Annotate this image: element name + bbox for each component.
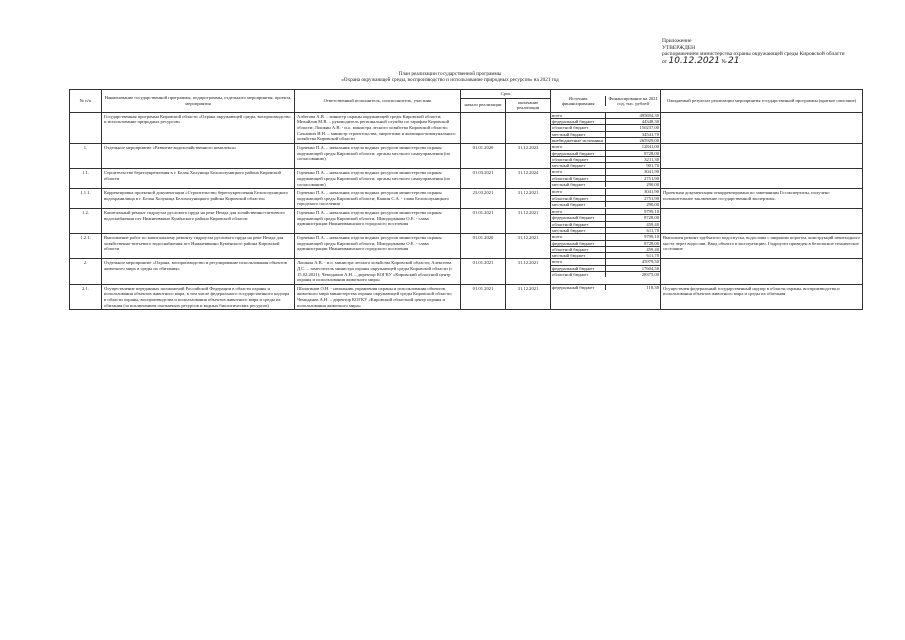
row-num: 2.1. [70,284,102,309]
financing-item [551,163,660,169]
financing-source: федеральный бюджет [551,150,606,156]
financing-source: местный бюджет [551,227,606,233]
row-financing [551,209,661,234]
financing-item [551,271,660,277]
financing-list [551,259,660,277]
financing-list [551,285,660,290]
financing-source: областной бюджет [551,175,606,181]
financing-amount: 44348,30 [606,119,660,125]
row-financing [551,169,661,189]
financing-source: федеральный бюджет [551,240,606,246]
row-name: Корректировка проектной документации «Строительство берегоукрепления Белохолуницкого водохранилища в г. Белая Холуница Белохолуницкого района Кировской области» [102,189,295,209]
financing-amount: 290,00 [646,201,660,207]
financing-amount: 150237,00 [606,125,660,131]
plan-table [69,89,863,310]
financing-amount: 611,70 [646,227,660,233]
financing-source: областной бюджет [551,246,606,252]
table-row [70,234,863,259]
row-end [506,112,551,143]
financing-amount: 45979,50 [606,259,660,265]
row-num: 2. [70,259,102,284]
row-start: 01.01.2021 [461,284,506,309]
row-result [661,112,863,143]
row-start [461,112,506,143]
row-result: Выполнен ремонт трубчатого водоспуска, водослива с широким порогом, конструкций пешеходного моста через водослив. Ввод объекта в эксплуатацию. Гидроузел приведен в безопасное техническое состояние [661,234,863,259]
approval-num-prefix: № [721,58,727,65]
financing-amount: 2751,90 [606,195,660,201]
row-num: 1.1. [70,169,102,189]
financing-source: местный бюджет [551,253,606,259]
row-financing [551,189,661,209]
financing-source: областной бюджет [551,271,606,277]
financing-amount: 611,70 [646,253,660,259]
row-result [661,209,863,234]
table-row [70,144,863,169]
header-fin-amount: Финансирование на 2021 год, тыс. рублей [608,95,658,106]
row-name: Государственная программа Кировской области «Охрана окружающей среды, воспроизводство и использование природных ресурсов» [102,112,295,143]
financing-source: всего [551,259,606,265]
header-name: Наименование государственной программы, подпрограммы, отдельного мероприятия, проекта, мероприятия [102,90,295,113]
row-financing [551,284,661,309]
row-result [661,144,863,169]
financing-source: федеральный бюджет [551,285,606,290]
row-financing [551,259,661,284]
financing-list [551,113,660,143]
row-start: 01.03.2021 [461,169,506,189]
approval-number: 21 [728,55,740,66]
row-num: 1.1.1. [70,189,102,209]
row-name: Выполнение работ по капитальному ремонту гидроузла руслового пруда на реке Немда для хозяйственно-питьевого водоснабжения пгт Нижнеивкино Кумёнского района Кировской области [102,234,295,259]
financing-list [551,144,660,168]
financing-amount: 9799,10 [606,209,660,215]
header-num: № п/п [70,90,102,113]
financing-source: всего [551,169,606,175]
financing-amount: 118,30 [646,284,660,290]
row-responsible: Горченко П.А. – начальник отдела водных ресурсов министерства охраны окружающей среды Кировской области; Шмидорыкова О.Е. - глава администрации Нижнеивкинского городского поселения [295,209,461,234]
row-result: Осуществлен федеральный государственный надзор в области охраны, воспроизводства и использования объектов животного мира и среды их обитания [661,284,863,309]
financing-list [551,169,660,187]
financing-amount: 3211,30 [606,156,660,162]
row-start: 01.01.2020 [461,144,506,169]
header-term: Срок [461,90,551,99]
row-responsible: Албегова А.В. – министр охраны окружающей среды Кировской области; Михайлов М.В. – руководитель региональной службы по тарифам Кировской области; Лошкин А.В. - и.о. министра лесного хозяйства Кировской области; Сахнович И.Н. – министр строительства, энергетики и жилищно-коммунального хозяйства Кировской области [295,112,461,143]
financing-source: областной бюджет [551,156,606,162]
row-result [661,259,863,284]
financing-amount: 495694,30 [606,113,660,119]
financing-source: областной бюджет [551,221,606,227]
approval-date-line [662,55,845,66]
header-end: окончание реализации [506,98,551,112]
financing-item [551,201,660,207]
row-num: 1. [70,144,102,169]
approval-line-2: УТВЕРЖДЕН [662,44,696,51]
row-start: 01.01.2021 [461,259,506,284]
financing-item [551,137,660,143]
row-end: 31.12.2021 [506,234,551,259]
row-name: Отдельное мероприятие «Охрана, воспроизводство и регулирование использования объектов животного мира и среды их обитания» [102,259,295,284]
document-title: План реализации государственной программы [398,71,502,77]
row-name: Строительство берегоукрепления в г. Белая Холуница Белохолуницкого района Кировской области [102,169,295,189]
financing-amount: 28375,00 [641,271,660,277]
row-responsible: Горченко П.А. – начальник отдела водных ресурсов министерства охраны окружающей среды Кировской области; органы местного самоуправления (по согласованию) [295,169,461,189]
header-fin-split [551,96,660,107]
financing-amount: 459,40 [606,221,660,227]
financing-amount: 290,00 [646,182,660,188]
approval-date: 10.12.2021 [668,55,720,66]
row-num: 1.2.1. [70,234,102,259]
row-end: 31.12.2021 [506,259,551,284]
row-end: 31.12.2021 [506,209,551,234]
row-end: 31.12.2024 [506,169,551,189]
financing-source: всего [551,144,606,150]
header-financing [551,90,661,113]
row-responsible: Горченко П.А. – начальник отдела водных ресурсов министерства охраны окружающей среды Кировской области; органы местного самоуправления (по согласованию) [295,144,461,169]
row-end: 31.12.2021 [506,189,551,209]
financing-amount: 8728,00 [606,150,660,156]
row-name: Осуществление переданных полномочий Российской Федерации в области охраны и использования объектов животного мира, в том числе федерального государственного надзора в области охраны, воспроизводства и использования объектов животного мира и среды их обитания (за исключением охотничьих ресурсов и водных биологических ресурсов) [102,284,295,309]
row-start: 23.03.2021 [461,189,506,209]
row-financing [551,234,661,259]
row-responsible: Шалагинов О.Н. - начальник управления охраны и использования объектов животного мира министерства охраны окружающей среды Кировской области; Чемоданов А.Н. – директор КОГКУ «Кировский областной центр охраны и использования животного мира» [295,284,461,309]
financing-source: федеральный бюджет [551,119,606,125]
financing-source: всего [551,189,606,195]
financing-source: областной бюджет [551,195,606,201]
financing-amount: 3041,90 [606,189,660,195]
header-source: Источник финансирования [551,96,606,107]
financing-source: местный бюджет [551,182,606,188]
row-end: 31.12.2021 [506,284,551,309]
financing-list [551,209,660,233]
financing-amount: 34541,70 [606,131,660,137]
row-financing [551,112,661,143]
financing-list [551,234,660,258]
row-responsible: Лошкин А.В. - и.о. министра лесного хозяйства Кировской области; Алексеева Д.С. – заместитель министра охраны окружающей среды Кировской области (с 15.02.2021); Чемоданов А.Н. – директор КОГКУ «Кировский областной центр охраны и использования животного мира» [295,259,461,284]
document-subtitle: «Охрана окружающей среды, воспроизводство и использование природных ресурсов» на 2021 год [341,77,559,83]
row-name: Капитальный ремонт гидроузла руслового пруда на реке Немда для хозяйственно-питьевого водоснабжения пгт Нижнеивкино Кумёнского района Кировской области [102,209,295,234]
financing-amount: 12841,00 [606,144,660,150]
financing-item [551,182,660,188]
financing-source: всего [551,234,606,240]
table-row [70,189,863,209]
financing-amount: 17604,50 [606,265,660,271]
financing-source: внебюджетные источники [551,137,606,143]
financing-source: местный бюджет [551,163,606,169]
financing-amount: 3041,90 [606,169,660,175]
row-start: 01.01.2021 [461,209,506,234]
financing-item [551,253,660,259]
row-responsible: Горченко П.А. – начальник отдела водных ресурсов министерства охраны окружающей среды Кировской области; Кашин С.А. - глава Белохолуницкого городского поселения [295,189,461,209]
row-name: Отдельное мероприятие «Развитие водохозяйственного комплекса» [102,144,295,169]
row-result [661,169,863,189]
approval-line-1: Приложение [662,38,692,44]
row-num [70,112,102,143]
row-end: 31.12.2023 [506,144,551,169]
header-result: Ожидаемый результат реализации мероприятия государственной программы (краткое описание) [661,90,863,113]
header-start: начало реализации [461,98,506,112]
table-row [70,284,863,309]
financing-amount: 8728,00 [606,215,660,221]
financing-amount: 8728,00 [606,240,660,246]
financing-source: федеральный бюджет [551,265,606,271]
financing-item [551,227,660,233]
row-result: Проектная документация откорректирована по замечаниям Госэкспертизы, получено положительное заключение государственной экспертизы. [661,189,863,209]
row-start: 01.01.2020 [461,234,506,259]
approval-line-3: распоряжением министерства охраны окружающей среды Кировской области [662,51,845,58]
financing-amount: 459,40 [606,246,660,252]
financing-source: местный бюджет [551,131,606,137]
financing-amount: 2751,90 [606,175,660,181]
financing-source: всего [551,113,606,119]
header-responsible: Ответственный исполнитель, соисполнитель, участник [295,90,461,113]
table-row [70,169,863,189]
table-row [70,259,863,284]
approval-stamp [662,38,845,65]
financing-source: федеральный бюджет [551,215,606,221]
financing-source: местный бюджет [551,201,606,207]
table-row [70,112,863,143]
financing-item [551,285,660,290]
financing-amount: 265929,00 [639,137,660,143]
row-financing [551,144,661,169]
financing-source: всего [551,209,606,215]
financing-amount: 901,70 [646,163,660,169]
financing-amount: 9799,10 [606,234,660,240]
approval-date-prefix: от [662,58,668,65]
row-num: 1.2. [70,209,102,234]
row-responsible: Горченко П.А. – начальник отдела водных ресурсов министерства охраны окружающей среды Кировской области; Шмидорыкова О.Е. - глава администрации Нижнеивкинского городского поселения [295,234,461,259]
financing-list [551,189,660,207]
table-row [70,209,863,234]
financing-source: областной бюджет [551,125,606,131]
